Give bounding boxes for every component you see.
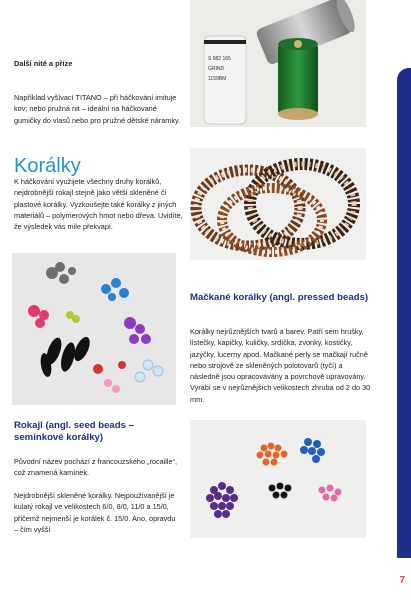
seed-body-origin: Původní název pochází z francouzského „rocaille“, což znamená kamínek.: [14, 457, 178, 478]
pressed-body: Korálky nejrůznějších tvarů a barev. Patří sem hrušky, lístečky, kapičky, kuličky, srdíčka, zvonky, kostičky, jazýčky, lucerny apod. Mačkané perly se mačkají ručně nebo strojově ze skleněných polotovarů (tyčí) a následně jsou opracovávány a povrchově upravovány. Vyrábí se v nejrůznějších velikostech zhruba od 2 do 30 mm.: [190, 327, 371, 404]
threads-body: Například vyšívací TITANO – při háčkování imituje kov; nebo pružná nit – ideální na háčkované gumičky do vlasů nebo pro pružné dětské náramky.: [14, 93, 181, 125]
pressed-heading: Mačkané korálky (angl. pressed beads): [190, 292, 369, 303]
threads-heading: Další nitě a příze: [14, 59, 73, 68]
page-number: 7: [399, 575, 405, 586]
photo-beaded-bracelets: [190, 148, 366, 260]
photo-seed-beads: [190, 420, 366, 538]
page-edge-strip: [397, 68, 411, 558]
seed-heading: Rokajl (angl. seed beads – semínkové korálky): [14, 420, 134, 444]
spool-label-line1: S 982 165: [208, 56, 231, 62]
spool-label-line3: 1159BM: [208, 76, 227, 82]
photo-pressed-beads: [12, 253, 176, 405]
seed-body-description: Nejdrobnější skleněné korálky. Nejpoužívanější je kulatý rokajl ve velikostech 6/0, 8/0, 11/0 a 15/0, přičemž nejmenší je korálek č. 15/0. Ano, opravdu – čím vyšší: [14, 491, 176, 534]
photo-thread-spools: [190, 0, 366, 127]
beads-body: K háčkování využijete všechny druhy korálků, nejdrobnější rokajl stejně jako větší skleněné či plastové korálky. Vyzkoušejte také korálky z jiných materiálů – polymerových hmot nebo dřeva. Uvidíte, že výsledek vás mile překvapí.: [14, 177, 183, 232]
spool-label-line2: GRIND: [208, 66, 225, 72]
beads-title: Korálky: [14, 155, 81, 177]
